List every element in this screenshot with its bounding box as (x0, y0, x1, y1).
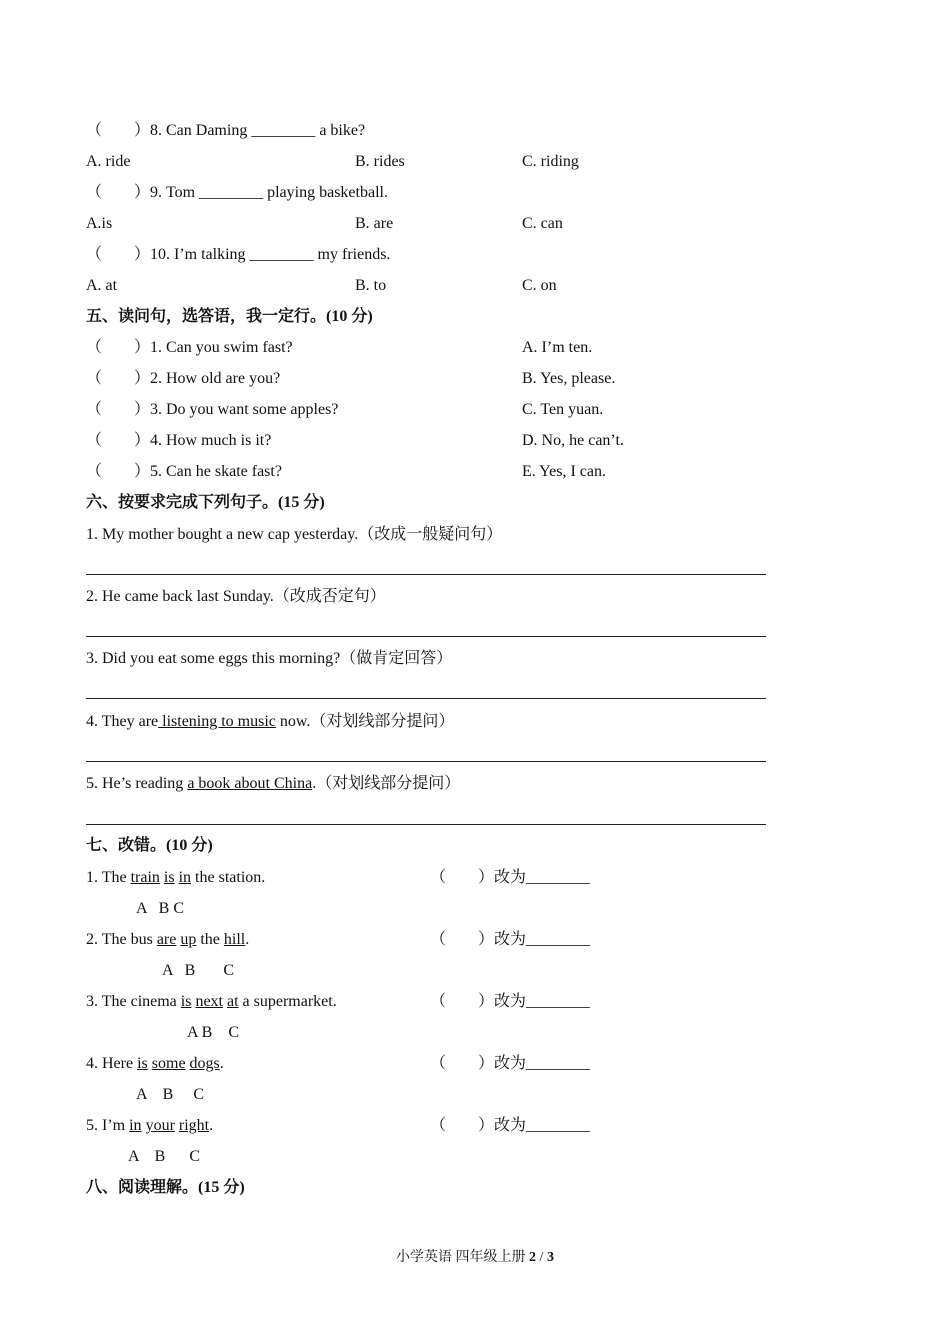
q10-option-b: B. to (355, 277, 387, 294)
q10-option-a: A. at (86, 277, 118, 294)
s5-question-1: （ ）1. Can you swim fast? (86, 339, 293, 356)
s6-answer-line-1[interactable] (86, 574, 766, 575)
section-7-heading: 七、改错。(10 分) (86, 837, 213, 854)
s6-sentence-5: 5. He’s reading a book about China.（对划线部分提问） (86, 775, 461, 792)
q9-option-a: A.is (86, 215, 113, 232)
s5-answer-b: B. Yes, please. (522, 370, 616, 387)
s7-marks-5: A B C (128, 1148, 201, 1165)
section-6-heading: 六、按要求完成下列句子。(15 分) (86, 494, 325, 511)
q8-option-a: A. ride (86, 153, 131, 170)
s7-sentence-1: 1. The train is in the station. (86, 869, 266, 886)
page-number: 2 (529, 1250, 537, 1265)
underlined-phrase: listening to music (158, 713, 276, 730)
q9-option-b: B. are (355, 215, 394, 232)
s7-sentence-2: 2. The bus are up the hill. (86, 931, 250, 948)
s5-question-5: （ ）5. Can he skate fast? (86, 463, 282, 480)
s6-sentence-1: 1. My mother bought a new cap yesterday.（改成一般疑问句） (86, 526, 503, 543)
s7-sentence-5: 5. I’m in your right. (86, 1117, 214, 1134)
question-8: （ ）8. Can Daming ________ a bike? (86, 122, 366, 139)
section-8-heading: 八、阅读理解。(15 分) (86, 1179, 245, 1196)
s5-answer-e: E. Yes, I can. (522, 463, 606, 480)
s6-answer-line-3[interactable] (86, 698, 766, 699)
s5-question-4: （ ）4. How much is it? (86, 432, 272, 449)
page-footer: 小学英语 四年级上册 2 / 3 (396, 1250, 554, 1265)
s6-sentence-3: 3. Did you eat some eggs this morning?（做肯定回答） (86, 650, 453, 667)
question-9: （ ）9. Tom ________ playing basketball. (86, 184, 388, 201)
s6-answer-line-4[interactable] (86, 761, 766, 762)
q9-option-c: C. can (522, 215, 563, 232)
s5-question-2: （ ）2. How old are you? (86, 370, 281, 387)
question-10: （ ）10. I’m talking ________ my friends. (86, 246, 391, 263)
underlined-phrase: a book about China (187, 775, 313, 792)
s6-answer-line-5[interactable] (86, 824, 766, 825)
s7-marks-4: A B C (136, 1086, 205, 1103)
s7-answer-slot-3[interactable]: （ ）改为________ (430, 993, 591, 1010)
s5-question-3: （ ）3. Do you want some apples? (86, 401, 339, 418)
s7-answer-slot-5[interactable]: （ ）改为________ (430, 1117, 591, 1134)
s7-answer-slot-4[interactable]: （ ）改为________ (430, 1055, 591, 1072)
page-total: 3 (546, 1250, 554, 1265)
section-5-heading: 五、读问句，选答语，我一定行。(10 分) (86, 308, 373, 325)
s5-answer-d: D. No, he can’t. (522, 432, 624, 449)
q8-option-c: C. riding (522, 153, 579, 170)
s7-sentence-3: 3. The cinema is next at a supermarket. (86, 993, 337, 1010)
s7-answer-slot-1[interactable]: （ ）改为________ (430, 869, 591, 886)
s6-answer-line-2[interactable] (86, 636, 766, 637)
s5-answer-c: C. Ten yuan. (522, 401, 604, 418)
s7-marks-1: A B C (136, 900, 185, 917)
s5-answer-a: A. I’m ten. (522, 339, 593, 356)
s7-marks-2: A B C (162, 962, 235, 979)
s7-sentence-4: 4. Here is some dogs. (86, 1055, 224, 1072)
q10-option-c: C. on (522, 277, 557, 294)
s6-sentence-2: 2. He came back last Sunday.（改成否定句） (86, 588, 386, 605)
s7-marks-3: A B C (187, 1024, 240, 1041)
s6-sentence-4: 4. They are listening to music now.（对划线部分提问） (86, 713, 455, 730)
q8-option-b: B. rides (355, 153, 405, 170)
s7-answer-slot-2[interactable]: （ ）改为________ (430, 931, 591, 948)
